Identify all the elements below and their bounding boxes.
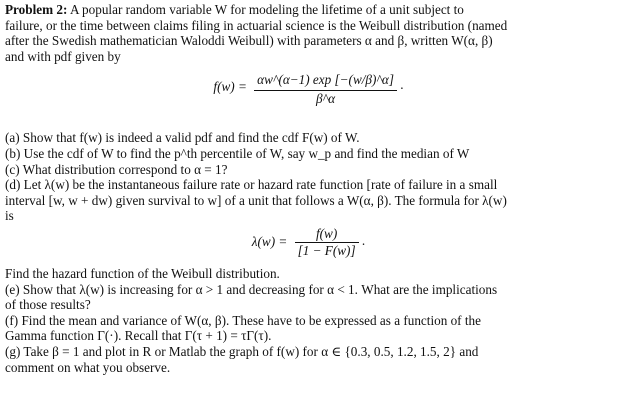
hazard-instruction: Find the hazard function of the Weibull distribution. — [5, 265, 280, 281]
part-d-line-2: interval [w, w + dw) given survival to w] of a unit that follows a W(α, β). The formula for λ(w) — [5, 192, 507, 208]
intro-line-2: failure, or the time between claims filing in actuarial science is the Weibull distribution (named — [5, 17, 508, 33]
intro-line-3: after the Swedish mathematician Waloddi Weibull) with parameters α and β, written W(α, β) — [5, 33, 493, 49]
problem-heading: Problem 2: — [5, 2, 68, 17]
part-f-line-1: (f) Find the mean and variance of W(α, β). These have to be expressed as a function of the — [5, 312, 481, 328]
hazard-equation — [5, 226, 612, 264]
hazard-equation-fraction — [295, 226, 359, 258]
part-g-line-2: comment on what you observe. — [5, 359, 171, 375]
part-e-line-1: (e) Show that λ(w) is increasing for α > 1 and decreasing for α < 1. What are the implications — [5, 281, 498, 297]
pdf-equation-fraction — [254, 66, 397, 106]
intro-line-1: Problem 2: A popular random variable W for modeling the lifetime of a unit subject to — [5, 2, 464, 17]
hazard-equation-denominator: [1 − F(w)] — [295, 242, 359, 259]
part-a: (a) Show that f(w) is indeed a valid pdf and find the cdf F(w) of W. — [5, 130, 360, 146]
part-b: (b) Use the cdf of W to find the p^th percentile of W, say w_p and find the median of W — [5, 145, 470, 161]
hazard-equation-period: . — [361, 233, 366, 249]
intro-line-4: and with pdf given by — [5, 48, 121, 64]
part-e-line-2: of those results? — [5, 297, 91, 313]
hazard-equation-lhs: λ(w) = — [251, 234, 288, 250]
part-c: (c) What distribution correspond to α = 1? — [5, 161, 228, 177]
pdf-equation-lhs: f(w) = — [213, 78, 247, 94]
pdf-equation-period: . — [400, 77, 404, 93]
part-d-line-3: is — [5, 208, 14, 224]
pdf-equation — [5, 66, 612, 128]
part-f-line-2: Gamma function Γ(·). Recall that Γ(τ + 1) = τΓ(τ). — [5, 328, 272, 344]
pdf-equation-denominator: β^α — [254, 90, 397, 107]
part-g-line-1: (g) Take β = 1 and plot in R or Matlab the graph of f(w) for α ∈ {0.3, 0.5, 1.2, 1.5, 2} and — [5, 343, 479, 359]
part-d-line-1: (d) Let λ(w) be the instantaneous failure rate or hazard rate function [rate of failure in a small — [5, 177, 498, 193]
pdf-equation-numerator: αw^(α−1) exp [−(w/β)^α] — [257, 72, 394, 88]
hazard-equation-numerator: f(w) — [315, 225, 338, 241]
